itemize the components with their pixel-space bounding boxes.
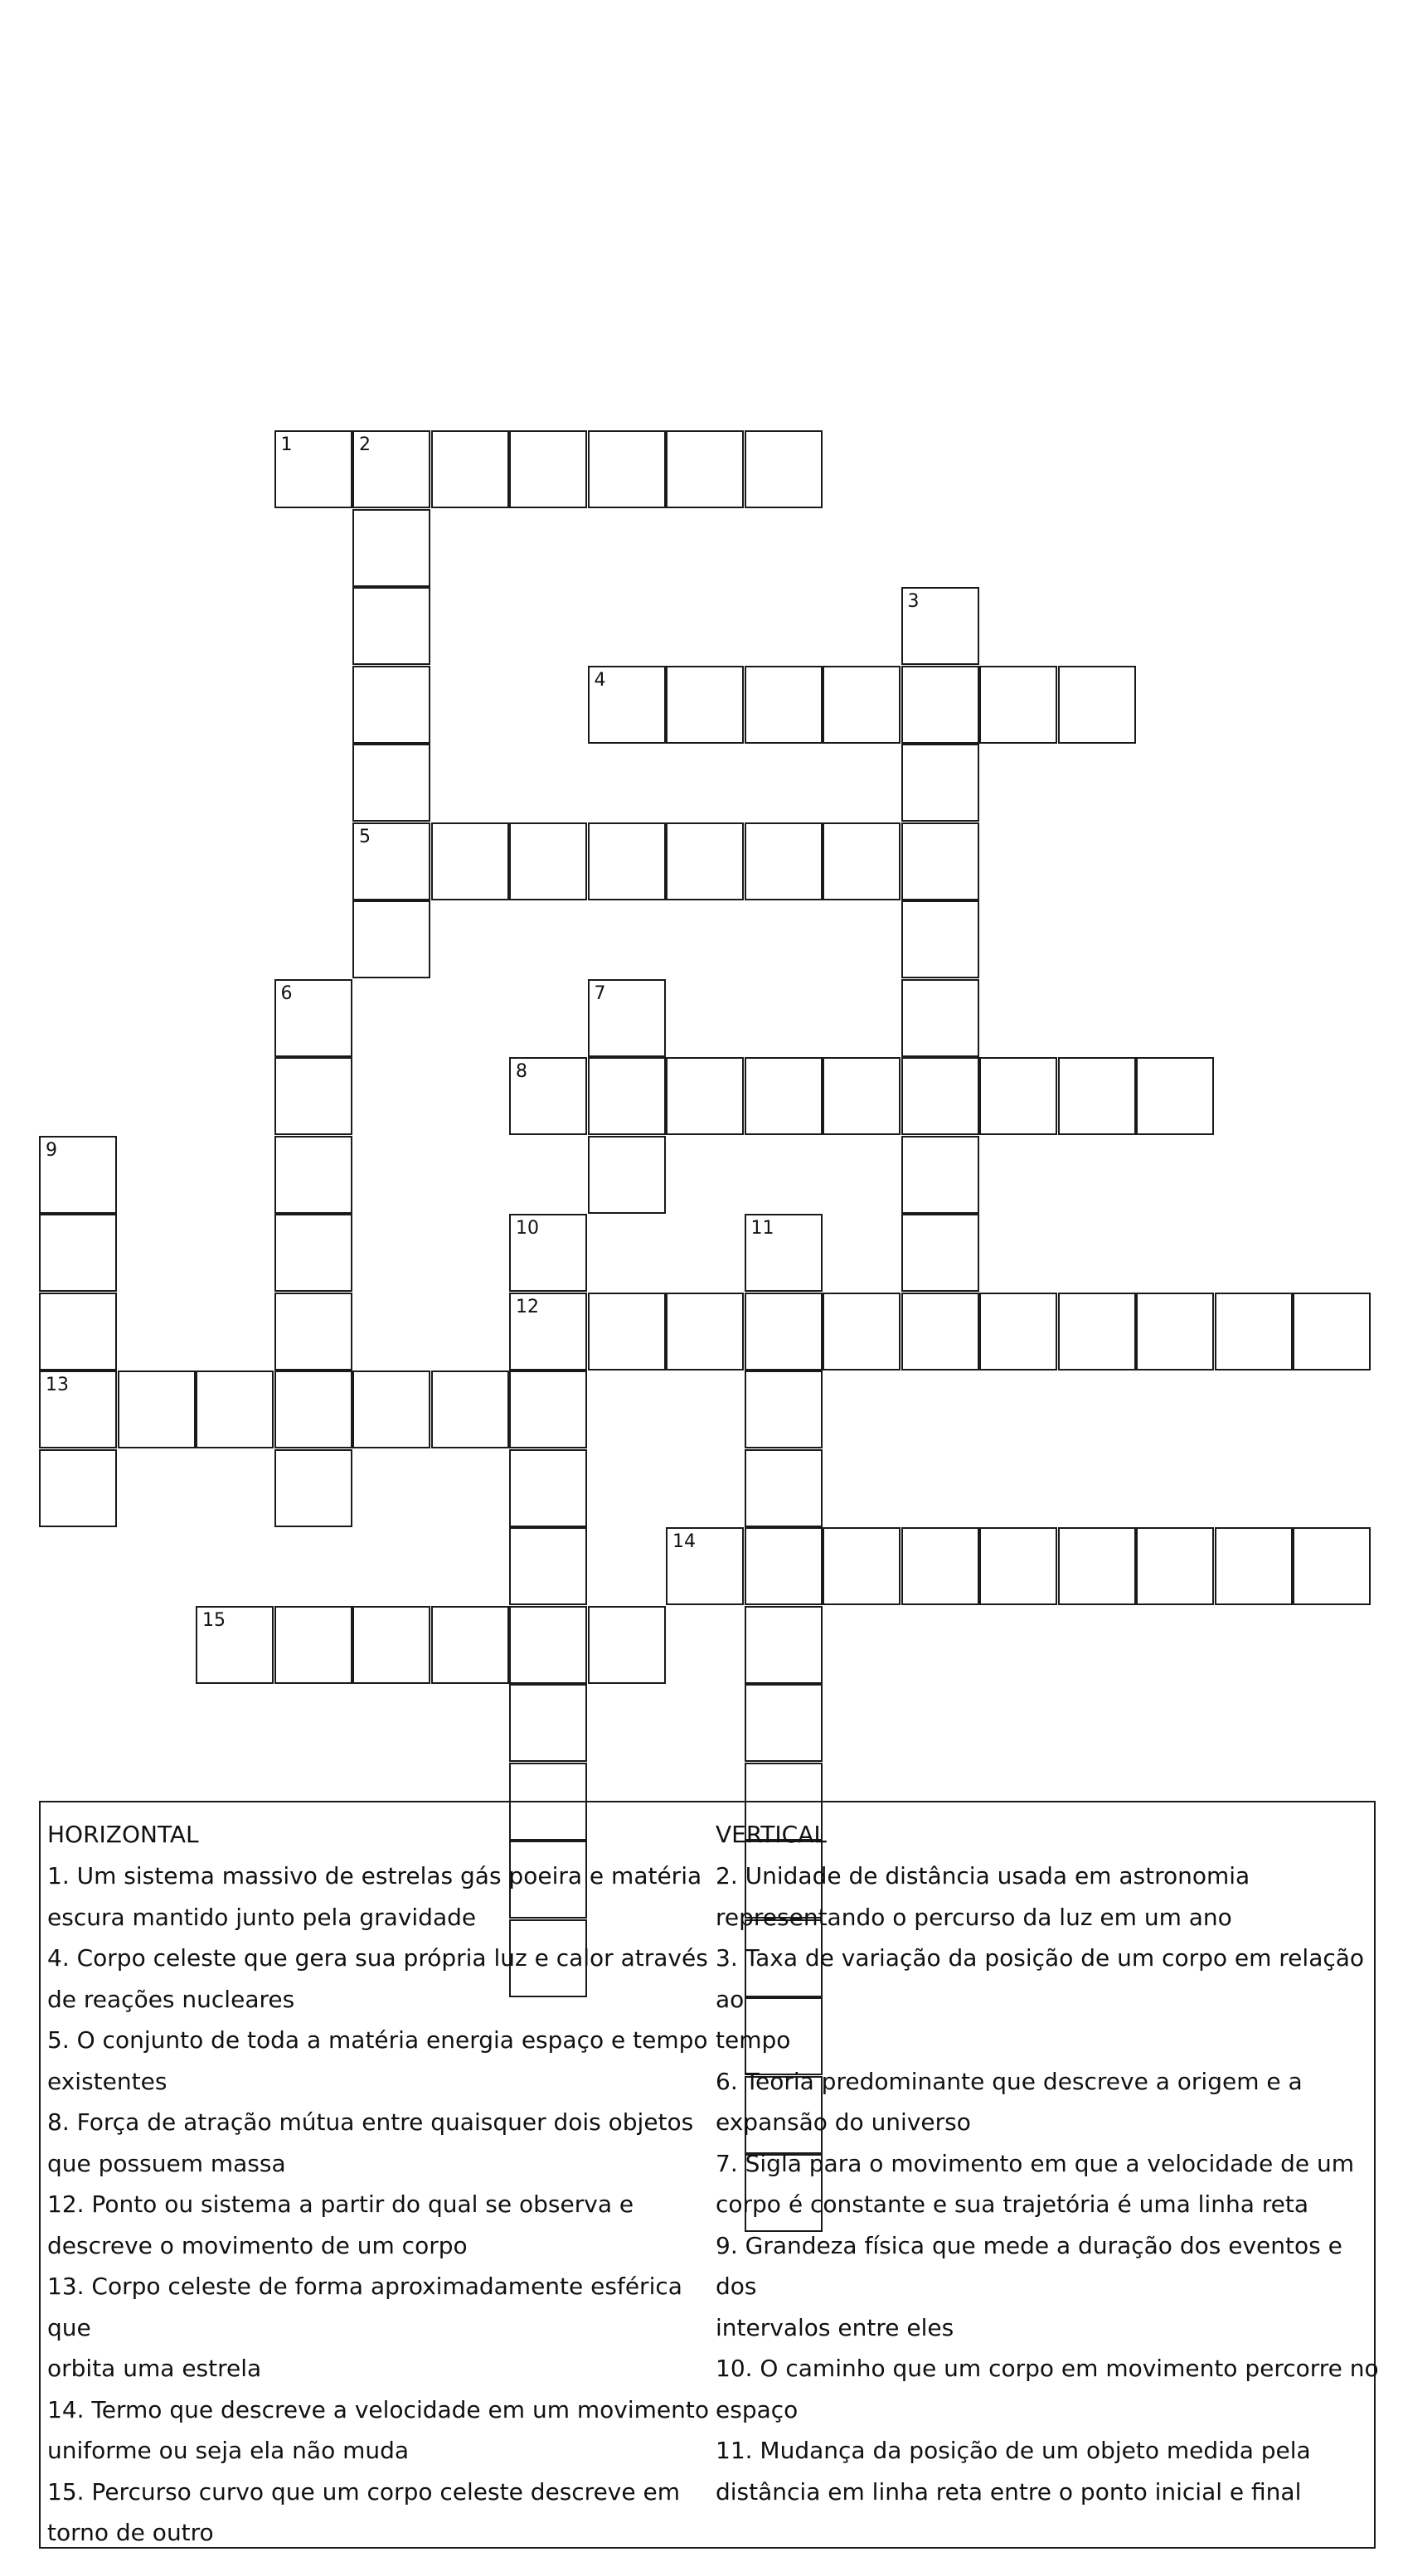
grid-cell[interactable] [509, 1214, 587, 1292]
grid-cell[interactable] [745, 1057, 823, 1135]
grid-cell[interactable] [901, 1057, 979, 1135]
grid-cell[interactable] [1215, 1527, 1293, 1605]
clue-line: 11. Mudança da posição de um objeto medida pela [716, 2437, 1311, 2464]
grid-cell[interactable] [823, 1527, 901, 1605]
grid-cell[interactable] [745, 430, 823, 508]
grid-cell[interactable] [823, 666, 901, 744]
clue-number: 14 [672, 1531, 696, 1552]
clue-line: torno de outro [47, 2519, 214, 2546]
clue-line: 2. Unidade de distância usada em astronomia [716, 1862, 1250, 1890]
grid-cell[interactable] [901, 1214, 979, 1292]
grid-cell[interactable] [588, 666, 666, 744]
grid-cell[interactable] [274, 1370, 352, 1448]
grid-cell[interactable] [901, 587, 979, 665]
grid-cell[interactable] [588, 1136, 666, 1214]
grid-cell[interactable] [979, 666, 1057, 744]
clue-number: 1 [280, 434, 293, 455]
clue-number: 12 [516, 1296, 539, 1317]
grid-cell[interactable] [745, 1606, 823, 1684]
grid-cell[interactable] [979, 1293, 1057, 1370]
clue-line: 15. Percurso curvo que um corpo celeste descreve em [47, 2477, 680, 2506]
clue-line: expansão do universo [716, 2108, 971, 2136]
clue-number: 2 [359, 434, 371, 455]
grid-cell[interactable] [509, 1684, 587, 1762]
grid-cell[interactable] [1136, 1527, 1214, 1605]
vertical-clues [716, 1814, 1379, 2512]
grid-cell[interactable] [274, 1293, 352, 1370]
grid-cell[interactable] [979, 1527, 1057, 1605]
grid-cell[interactable] [274, 1136, 352, 1214]
grid-cell[interactable] [823, 822, 901, 900]
clue-line: uniforme ou seja ela não muda [47, 2437, 410, 2464]
grid-cell[interactable] [352, 587, 430, 665]
grid-cell[interactable] [745, 1449, 823, 1527]
grid-cell[interactable] [1058, 666, 1136, 744]
clue-line: distância em linha reta entre o ponto inicial e final [716, 2477, 1302, 2506]
grid-cell[interactable] [196, 1606, 274, 1684]
grid-cell[interactable] [509, 1527, 587, 1605]
grid-cell[interactable] [352, 1606, 430, 1684]
grid-cell[interactable] [823, 1293, 901, 1370]
clue-line: 7. Sigla para o movimento em que a velocidade de um [716, 2149, 1355, 2177]
grid-cell[interactable] [39, 1370, 117, 1448]
clue-number: 5 [359, 826, 371, 847]
clue-number: 10 [516, 1218, 539, 1239]
clue-line: 4. Corpo celeste que gera sua própria luz e calor através [47, 1944, 708, 1972]
clue-number: 7 [594, 982, 606, 1004]
grid-cell[interactable] [509, 430, 587, 508]
clue-line: 12. Ponto ou sistema a partir do qual se observa e [47, 2190, 634, 2218]
grid-cell[interactable] [431, 822, 509, 900]
grid-cell[interactable] [588, 822, 666, 900]
grid-cell[interactable] [509, 1057, 587, 1135]
grid-cell[interactable] [431, 430, 509, 508]
grid-cell[interactable] [588, 1606, 666, 1684]
grid-cell[interactable] [1136, 1293, 1214, 1370]
clue-number: 3 [907, 591, 920, 612]
grid-cell[interactable] [274, 1057, 352, 1135]
grid-cell[interactable] [352, 744, 430, 822]
vertical-heading: VERTICAL [716, 1821, 827, 1848]
grid-cell[interactable] [118, 1370, 196, 1448]
grid-cell[interactable] [196, 1370, 274, 1448]
grid-cell[interactable] [1136, 1057, 1214, 1135]
grid-cell[interactable] [352, 430, 430, 508]
clue-number: 8 [516, 1061, 527, 1082]
grid-cell[interactable] [509, 1606, 587, 1684]
grid-cell[interactable] [39, 1136, 117, 1214]
grid-cell[interactable] [901, 1527, 979, 1605]
clue-line: 9. Grandeza física que mede a duração dos eventos e dos [716, 2231, 1342, 2300]
grid-cell[interactable] [39, 1449, 117, 1527]
grid-cell[interactable] [745, 666, 823, 744]
clue-number: 15 [202, 1609, 226, 1631]
grid-cell[interactable] [666, 1293, 744, 1370]
grid-cell[interactable] [509, 1449, 587, 1527]
clue-line: 5. O conjunto de toda a matéria energia espaço e tempo [47, 2026, 708, 2054]
grid-cell[interactable] [352, 509, 430, 587]
grid-cell[interactable] [274, 1449, 352, 1527]
grid-cell[interactable] [901, 979, 979, 1057]
grid-cell[interactable] [509, 822, 587, 900]
grid-cell[interactable] [352, 822, 430, 900]
clue-line: existentes [47, 2067, 167, 2095]
horizontal-clues [47, 1814, 711, 2554]
grid-cell[interactable] [745, 1527, 823, 1605]
clue-line: 14. Termo que descreve a velocidade em um movimento [47, 2395, 709, 2423]
grid-cell[interactable] [666, 822, 744, 900]
clue-line: 13. Corpo celeste de forma aproximadamente esférica que [47, 2273, 682, 2341]
grid-cell[interactable] [39, 1293, 117, 1370]
clue-line: 10. O caminho que um corpo em movimento percorre no [716, 2355, 1379, 2382]
clue-line: orbita uma estrela [47, 2355, 262, 2382]
clue-line: 3. Taxa de variação da posição de um corpo em relação ao [716, 1944, 1365, 2013]
grid-cell[interactable] [274, 979, 352, 1057]
grid-cell[interactable] [979, 1057, 1057, 1135]
grid-cell[interactable] [274, 430, 352, 508]
clues-box [39, 1801, 1379, 2549]
grid-cell[interactable] [588, 979, 666, 1057]
grid-cell[interactable] [588, 1293, 666, 1370]
clue-line: representando o percurso da luz em um ano [716, 1903, 1232, 1931]
clue-number: 13 [46, 1375, 69, 1395]
grid-cell[interactable] [588, 430, 666, 508]
grid-cell[interactable] [274, 1606, 352, 1684]
grid-cell[interactable] [666, 1057, 744, 1135]
clue-line: 8. Força de atração mútua entre quaisquer dois objetos [47, 2108, 694, 2136]
clue-number: 4 [594, 669, 606, 691]
clue-line: tempo [716, 2026, 791, 2054]
grid-cell[interactable] [745, 1293, 823, 1370]
grid-cell[interactable] [745, 1214, 823, 1292]
grid-cell[interactable] [1215, 1293, 1293, 1370]
grid-cell[interactable] [666, 1527, 744, 1605]
grid-cell[interactable] [431, 1370, 509, 1448]
clue-line: que possuem massa [47, 2149, 286, 2177]
clue-line: 6. Teoria predominante que descreve a origem e a [716, 2067, 1303, 2095]
clue-line: corpo é constante e sua trajetória é uma linha reta [716, 2190, 1309, 2218]
grid-cell[interactable] [431, 1606, 509, 1684]
grid-cell[interactable] [1058, 1527, 1136, 1605]
grid-cell[interactable] [352, 900, 430, 978]
grid-cell[interactable] [666, 430, 744, 508]
grid-cell[interactable] [352, 1370, 430, 1448]
clue-line: descreve o movimento de um corpo [47, 2231, 468, 2259]
clue-line: de reações nucleares [47, 1985, 295, 2013]
clue-line: escura mantido junto pela gravidade [47, 1903, 477, 1931]
grid-cell[interactable] [823, 1057, 901, 1135]
grid-cell[interactable] [745, 1684, 823, 1762]
horizontal-heading: HORIZONTAL [47, 1821, 199, 1848]
grid-cell[interactable] [901, 666, 979, 744]
grid-cell[interactable] [1293, 1293, 1371, 1370]
clue-number: 11 [750, 1218, 774, 1239]
grid-cell[interactable] [1293, 1527, 1371, 1605]
grid-cell[interactable] [39, 1214, 117, 1292]
grid-cell[interactable] [588, 1057, 666, 1135]
grid-cell[interactable] [901, 744, 979, 822]
clue-number: 9 [46, 1139, 57, 1161]
grid-cell[interactable] [274, 1214, 352, 1292]
grid-cell[interactable] [666, 666, 744, 744]
grid-cell[interactable] [901, 1136, 979, 1214]
clue-line: 1. Um sistema massivo de estrelas gás poeira e matéria [47, 1862, 702, 1890]
grid-cell[interactable] [901, 1293, 979, 1370]
clue-line: espaço [716, 2395, 799, 2423]
grid-cell[interactable] [1058, 1293, 1136, 1370]
grid-cell[interactable] [509, 1370, 587, 1448]
clue-line: intervalos entre eles [716, 2313, 954, 2341]
grid-cell[interactable] [352, 666, 430, 744]
grid-cell[interactable] [901, 900, 979, 978]
grid-cell[interactable] [745, 1370, 823, 1448]
grid-cell[interactable] [509, 1293, 587, 1370]
grid-cell[interactable] [901, 822, 979, 900]
grid-cell[interactable] [745, 822, 823, 900]
clue-number: 6 [280, 982, 293, 1004]
grid-cell[interactable] [1058, 1057, 1136, 1135]
